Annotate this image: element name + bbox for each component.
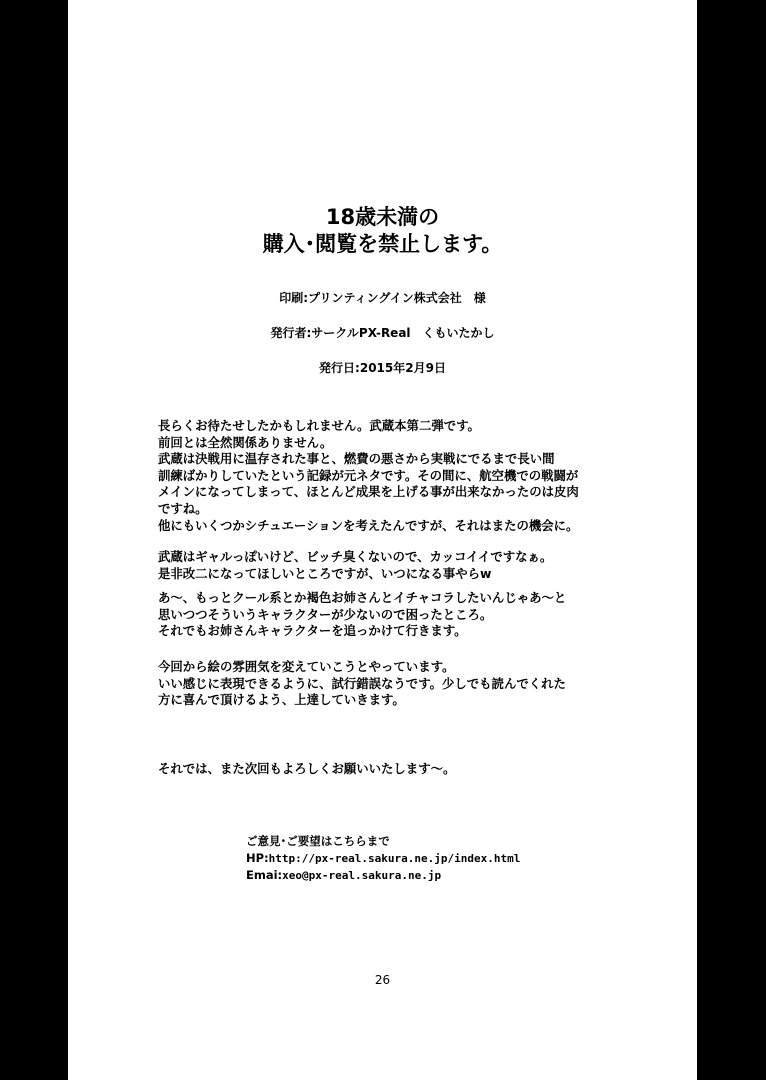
text-line: 訓練ばかりしていたという記録が元ネタです。その間に、航空機での戦闘が: [158, 467, 579, 483]
text-line: 前回とは全然関係ありません。: [158, 434, 333, 450]
afterword-paragraph-1: [158, 418, 658, 534]
email-line: [246, 867, 626, 885]
publication-date: 発行日:2015年2月9日: [319, 361, 446, 375]
age-warning-line-2: 購入･閲覧を禁止します。: [262, 232, 503, 256]
homepage-line: [246, 850, 626, 868]
text-line: 武蔵は決戦用に温存された事と、燃費の悪さから実戦にでるまで長い間: [158, 451, 555, 467]
homepage-link[interactable]: http://px-real.sakura.ne.jp/index.html: [268, 851, 521, 865]
text-line: それでもお姉さんキャラクターを追っかけて行きます。: [158, 623, 467, 639]
publisher-credit: 発行者:サークルPX-Real くもいたかし: [270, 326, 495, 340]
document-page: [68, 0, 697, 1080]
text-line: 今回から絵の雰囲気を変えていこうとやっています。: [158, 659, 455, 674]
text-line: メインになってしまって、ほとんど成果を上げる事が出来なかったのは皮肉: [158, 484, 579, 500]
text-line: 方に喜んで頂けるよう、上達していきます。: [158, 692, 405, 708]
text-line: 他にもいくつかシチュエーションを考えたんですが、それはまたの機会に。: [158, 517, 579, 533]
text-line: あ～、もっとクール系とか褐色お姉さんとイチャコラしたいんじゃあ～と: [158, 590, 567, 605]
text-line: 武蔵はギャルっぽいけど、ビッチ臭くないので、カッコイイですなぁ。: [158, 549, 553, 564]
text-line: 長らくお待たせしたかもしれません。武蔵本第二弾です。: [158, 418, 480, 433]
email-link[interactable]: xeo@px-real.sakura.ne.jp: [282, 869, 442, 882]
page-number: 26: [374, 973, 391, 987]
afterword-paragraph-3: [158, 590, 658, 640]
afterword-closing: [158, 761, 658, 778]
homepage-label: HP:: [246, 850, 269, 865]
contact-title: ご意見･ご要望はこちらまで: [246, 834, 390, 848]
text-line: 是非改二になってほしいところですが、いつになる事やらw: [158, 565, 492, 581]
afterword-paragraph-2: [158, 549, 658, 582]
email-label: Emai:: [246, 868, 283, 882]
contact-block: [246, 833, 626, 885]
age-warning-line-1: 18歳未満の: [325, 205, 440, 229]
printer-credit: 印刷:プリンティングイン株式会社 様: [279, 291, 486, 305]
text-line: いい感じに表現できるように、試行錯誤なうです。少しでも読んでくれた: [158, 675, 566, 691]
afterword-paragraph-4: [158, 659, 658, 709]
text-line: それでは、また次回もよろしくお願いいたします～。: [158, 761, 456, 776]
text-line: ですね。: [158, 500, 208, 516]
text-line: 思いつつそういうキャラクターが少ないので困ったところ。: [158, 606, 493, 622]
